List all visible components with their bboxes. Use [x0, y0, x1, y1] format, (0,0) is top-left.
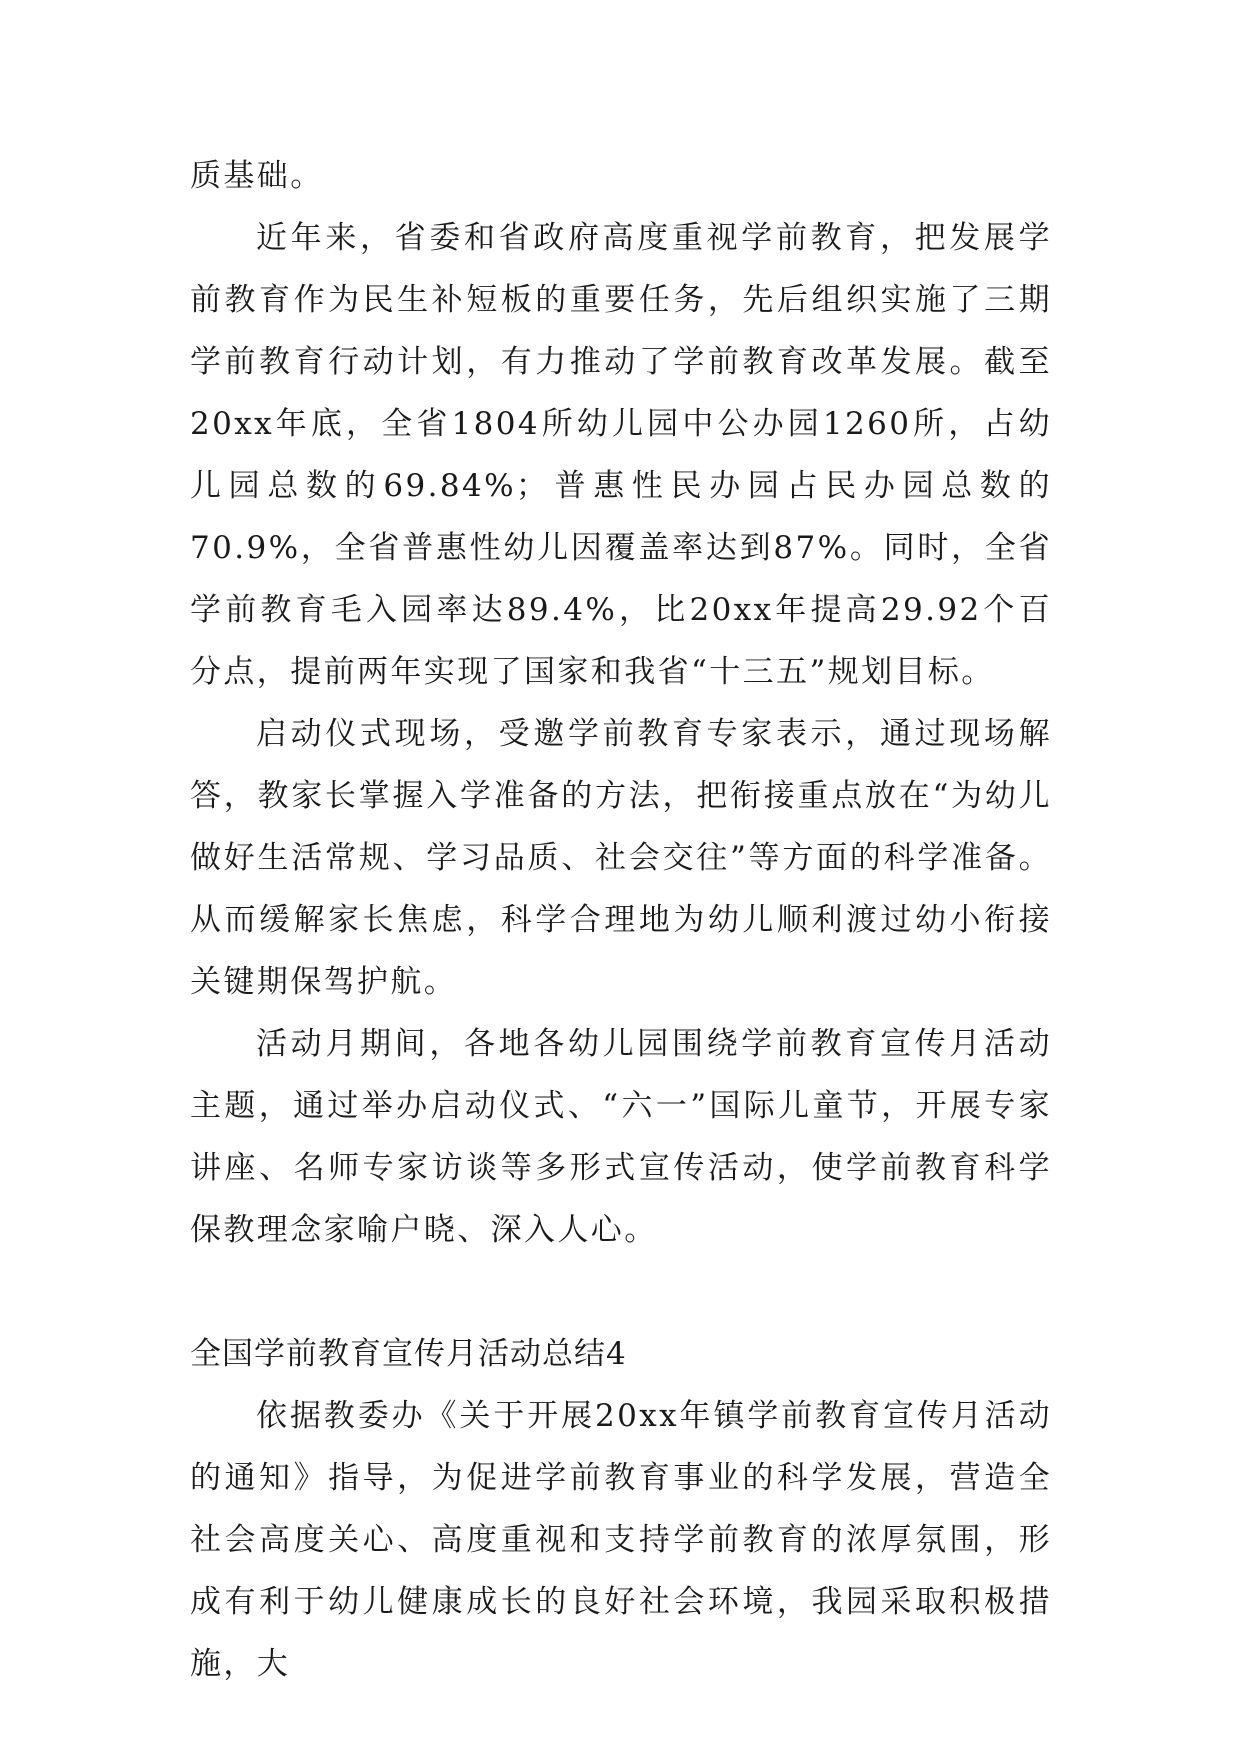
- paragraph-activity-month: 活动月期间，各地各幼儿园围绕学前教育宣传月活动主题，通过举办启动仪式、“六一”国际儿童节，开展专家讲座、名师专家访谈等多形式宣传活动，使学前教育科学保教理念家喻户晓、深入人心。: [190, 1026, 1052, 1248]
- paragraph-launch-ceremony: 启动仪式现场，受邀学前教育专家表示，通过现场解答，教家长掌握入学准备的方法，把衔接重点放在“为幼儿做好生活常规、学习品质、社会交往”等方面的科学准备。从而缓解家长焦虑，科学合理地为幼儿顺利渡过幼小衔接关键期保驾护航。: [190, 716, 1052, 1000]
- section-heading: 全国学前教育宣传月活动总结4: [190, 1336, 627, 1372]
- paragraph-continuation: 质基础。: [190, 158, 324, 194]
- document-body: [190, 145, 1052, 1695]
- paragraph-section-intro: 依据教委办《关于开展20xx年镇学前教育宣传月活动的通知》指导，为促进学前教育事业的科学发展，营造全社会高度关心、高度重视和支持学前教育的浓厚氛围，形成有利于幼儿健康成长的良好社会环境，我园采取积极措施，大: [190, 1398, 1052, 1682]
- paragraph-statistics: 近年来，省委和省政府高度重视学前教育，把发展学前教育作为民生补短板的重要任务，先后组织实施了三期学前教育行动计划，有力推动了学前教育改革发展。截至20xx年底，全省1804所幼儿园中公办园1260所，占幼儿园总数的69.84%；普惠性民办园占民办园总数的70.9%，全省普惠性幼儿因覆盖率达到87%。同时，全省学前教育毛入园率达89.4%，比20xx年提高29.92个百分点，提前两年实现了国家和我省“十三五”规划目标。: [190, 220, 1052, 690]
